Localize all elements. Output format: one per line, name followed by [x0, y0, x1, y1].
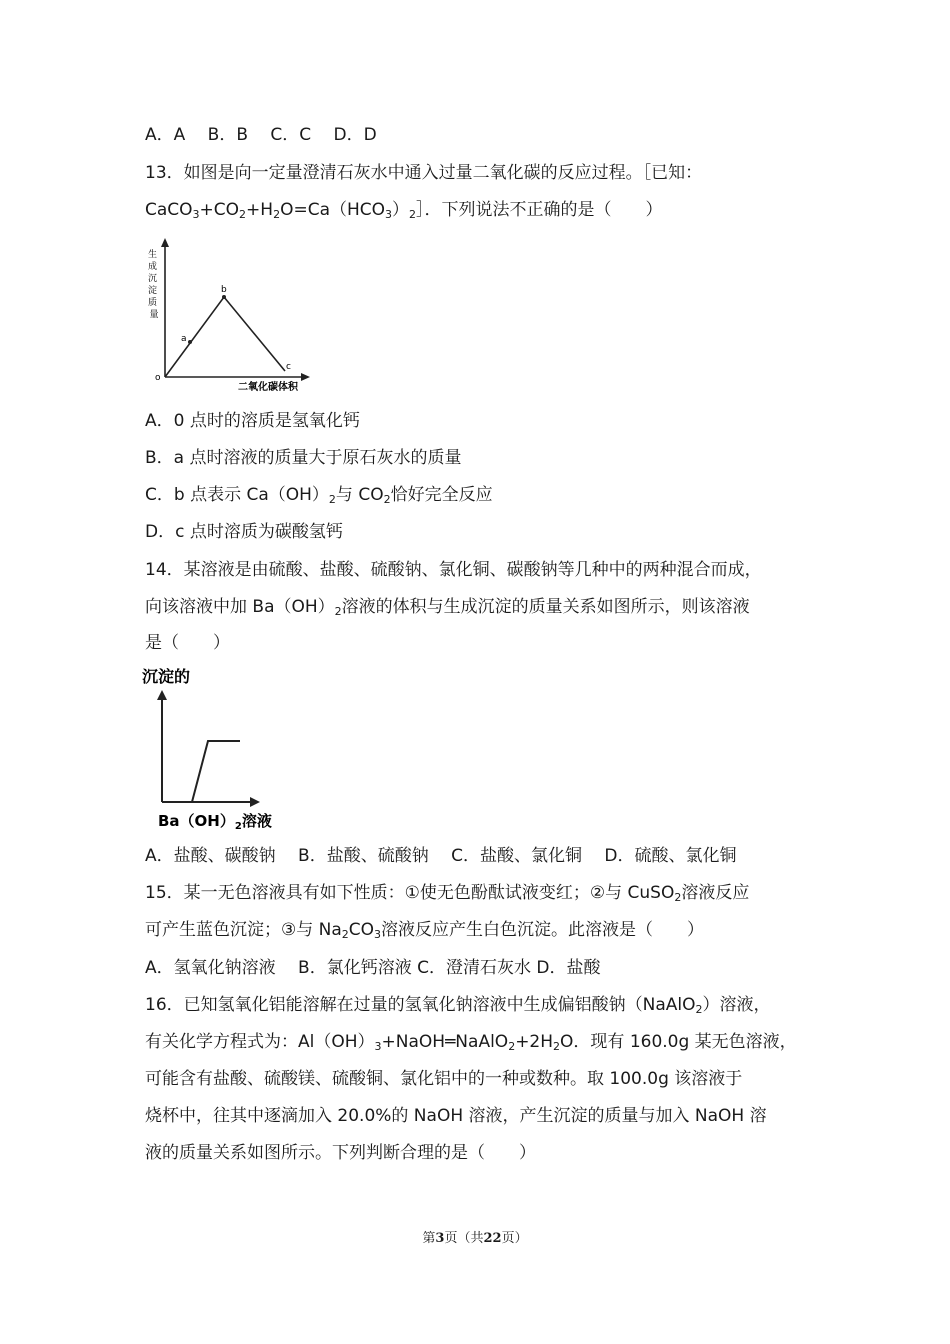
q13-xlabel: 二氧化碳体积: [238, 382, 298, 393]
q13-y-arrow: [161, 238, 169, 247]
q13-x-arrow: [301, 373, 310, 381]
q13-point-a: [188, 340, 192, 344]
q16-line2: 有关化学方程式为：$Al(OH)_3+NaOH═NaAlO_2+2H_2O$．现有 160.0g 某无色溶液，: [145, 1032, 797, 1053]
q14-xlabel: $Ba(OH)_2$溶液: [158, 812, 272, 832]
q14-stem-line2: 向该溶液中加 $Ba(OH)_2$溶液的体积与生成沉淀的质量关系如图所示，则该溶液: [145, 597, 750, 618]
q15-stem-line2: 可产生蓝色沉淀；③与 $Na_2CO_3$溶液反应产生白色沉淀。此溶液是（ ）: [145, 920, 705, 941]
q14-ylabel: 沉淀的: [142, 667, 191, 686]
q14-curve: [192, 741, 240, 802]
q13-option-a: A．0 点时的溶质是氢氧化钙: [145, 411, 360, 431]
page-footer: 第3页（共22页）: [422, 1231, 528, 1246]
q13-option-c: C．b 点表示 $Ca(OH)_2$与 $CO_2$恰好完全反应: [145, 485, 493, 506]
page-number: 3: [435, 1231, 445, 1246]
q13-stem-line2: $CaCO_3+CO_2+H_2O=Ca(HCO_3)_2]$．下列说法不正确的是（ ）: [145, 200, 663, 221]
q14-stem-line1: 14．某溶液是由硫酸、盐酸、硫酸钠、氯化铜、碳酸钠等几种中的两种混合而成，: [145, 560, 762, 580]
q13-label-a: a: [181, 334, 187, 344]
q14-options: A．盐酸、碳酸钠 B．盐酸、硫酸钠 C．盐酸、氯化铜 D．硫酸、氯化铜: [145, 846, 737, 866]
q13-option-d: D．c 点时溶质为碳酸氢钙: [145, 522, 343, 542]
q14-figure: [140, 660, 290, 838]
q12-options: A．A B．B C．C D．D: [145, 125, 377, 145]
q13-label-b: b: [221, 285, 227, 295]
q13-ylabel: 生 成 沉 淀 质 量: [148, 250, 159, 320]
q15-options: A．氢氧化钠溶液 B．氯化钙溶液 C．澄清石灰水 D．盐酸: [145, 958, 601, 978]
q14-x-arrow: [250, 797, 260, 807]
q13-point-b: [222, 295, 226, 299]
q14-stem-line3: 是（ ）: [145, 633, 230, 653]
q16-line4: 烧杯中，往其中逐滴加入 20.0%的 NaOH 溶液，产生沉淀的质量与加入 NaOH 溶: [145, 1106, 767, 1126]
q13-origin: o: [155, 373, 161, 383]
q14-y-arrow: [157, 690, 167, 700]
page-total: 22: [483, 1231, 502, 1246]
q13-stem-line1: 13．如图是向一定量澄清石灰水中通入过量二氧化碳的反应过程。［已知：: [145, 163, 703, 183]
q13-label-c: c: [286, 362, 291, 372]
q13-figure: [140, 235, 320, 395]
q16-line5: 液的质量关系如图所示。下列判断合理的是（ ）: [145, 1143, 536, 1163]
q15-stem-line1: 15．某一无色溶液具有如下性质：①使无色酚酞试液变红；②与 CuSO$_2$溶液反应: [145, 883, 750, 904]
q13-option-b: B．a 点时溶液的质量大于原石灰水的质量: [145, 448, 462, 468]
q16-line3: 可能含有盐酸、硫酸镁、硫酸铜、氯化铝中的一种或数种。取 100.0g 该溶液于: [145, 1069, 743, 1089]
q16-line1: 16．已知氢氧化铝能溶解在过量的氢氧化钠溶液中生成偏铝酸钠（NaAlO$_2$）溶液，: [145, 995, 771, 1016]
